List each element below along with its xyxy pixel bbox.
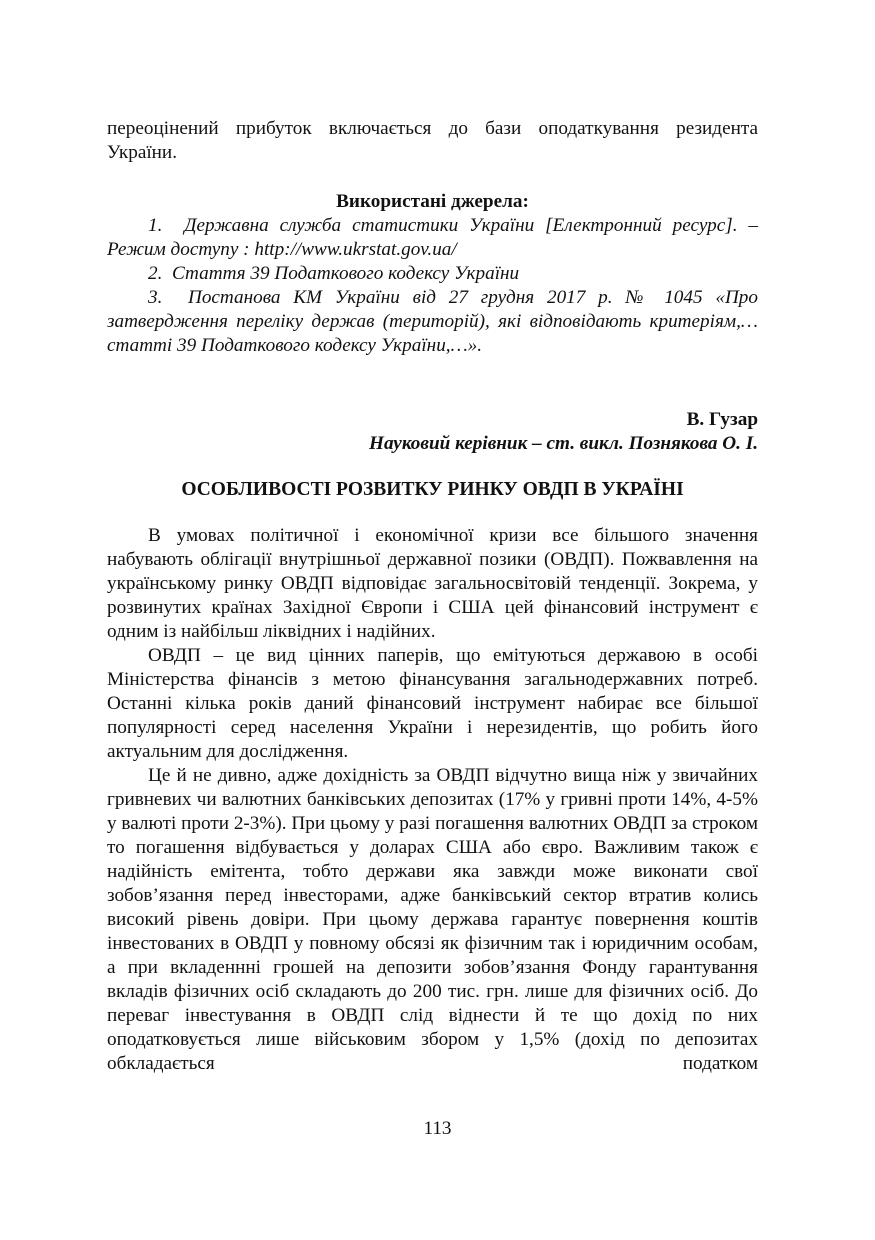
document-page [107,117,758,1076]
body-paragraph: В умовах політичної і економічної кризи все більшого значення набувають облігації внутрішньої державної позики (ОВДП). Пожвавлення на українському ринку ОВДП відповідає загальносвітовій тенденції. Зокрема, у розвинутих країнах Західної Європи і США цей фінансовий інструмент є одним із найбільш ліквідних і надійних. [107,525,758,642]
reference-item [107,214,758,262]
reference-number: 3. [148,287,163,308]
article-author: В. Гузар [686,409,758,430]
reference-text: Постанова КМ України від 27 грудня 2017 р. № 1045 «Про затвердження переліку держав (територій), які відповідають критеріям,…статті 39 Податкового кодексу України,…». [107,287,758,356]
references-heading: Використані джерела: [336,191,529,212]
reference-item [107,286,758,358]
reference-number: 1. [148,215,163,236]
article-title: ОСОБЛИВОСТІ РОЗВИТКУ РИНКУ ОВДП В УКРАЇНІ [181,479,684,500]
body-paragraph: Це й не дивно, адже дохідність за ОВДП відчутно вища ніж у звичайних гривневих чи валютних банківських депозитах (17% у гривні проти 14%, 4-5% у валюті проти 2-3%). При цьому у разі погашення валютних ОВДП за строком то погашення відбувається у доларах США або євро. Важливим також є надійність емітента, тобто держави яка завжди може виконати свої зобов’язання перед інвесторами, адже банківський сектор втратив колись високий рівень довіри. При цьому держава гарантує повернення коштів інвестованих в ОВДП у повному обсязі як фізичним так і юридичним особам, а при вкладеннні грошей на депозити зобов’язання Фонду гарантування вкладів фізичних осіб складають до 200 тис. грн. лише для фізичних осіб. До переваг інвестування в ОВДП слід віднести й те що дохід по них оподатковується лише військовим збором у 1,5% (дохід по депозитах обкладається податком [107,765,758,1074]
body-paragraph: ОВДП – це вид цінних паперів, що емітуються державою в особі Міністерства фінансів з метою фінансування загальнодержавних потреб. Останні кілька років даний фінансовий інструмент набирає все більшої популярності серед населення України і нерезидентів, що робить його актуальним для дослідження. [107,645,758,762]
reference-text: Державна служба статистики України [Електронний ресурс]. – Режим доступу : http://www.ukrstat.gov.ua/ [107,215,759,260]
page-number: 113 [423,1118,452,1139]
reference-number: 2. [148,263,163,284]
article-supervisor: Науковий керівник – ст. викл. Познякова О. І. [369,433,758,454]
reference-text: Стаття 39 Податкового кодексу України [171,263,520,284]
reference-item [107,262,758,286]
continuation-paragraph: переоцінений прибуток включається до бази оподаткування резидента України. [107,118,758,163]
